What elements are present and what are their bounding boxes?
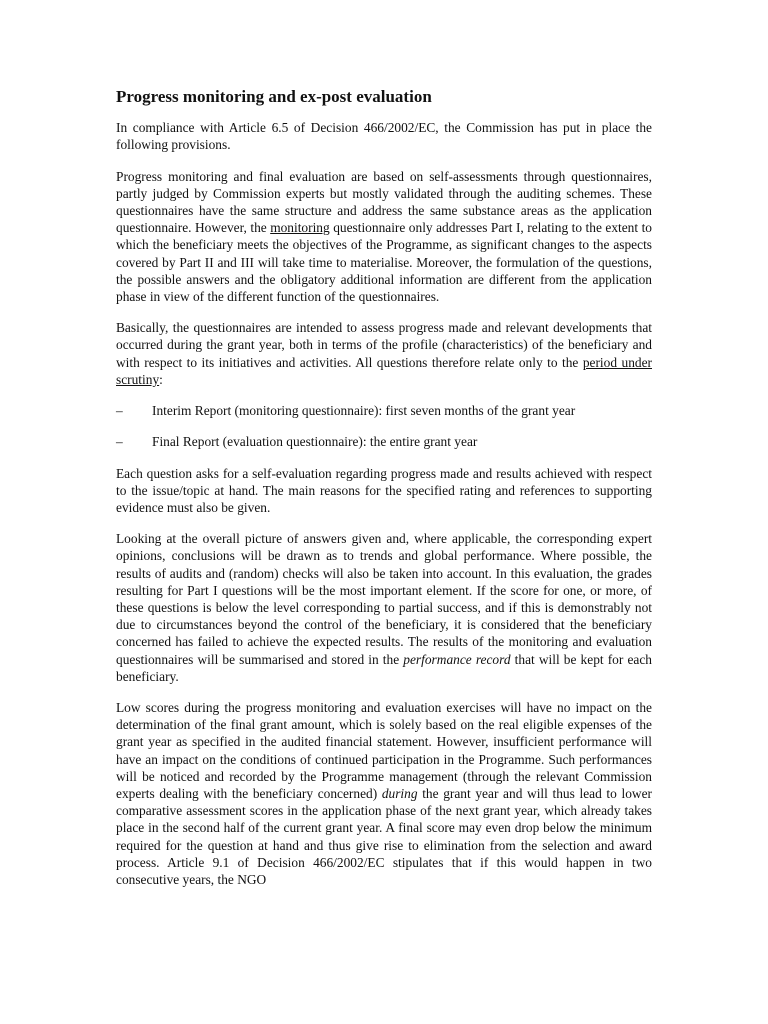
text-run: the grant year and will thus lead to lower comparative assessment scores in the application phase of the next grant year, which already takes place in the second half of the current grant year. A final score may even drop below the minimum required for the question at hand and thus give rise to elimination from the selection and award process. Article 9.1 of Decision 466/2002/EC stipulates that if this would happen in two consecutive years, the NGO [116, 785, 652, 887]
bullet-interim-report [116, 402, 652, 419]
text-run: Looking at the overall picture of answers given and, where applicable, the corresponding expert opinions, conclusions will be drawn as to trends and global performance. Where possible, the results of audits and (random) checks will also be taken into account. In this evaluation, the grades resulting for Part I questions will be the most important element. If the score for one, or more, of these questions is below the level corresponding to partial success, and if this is demonstrably not due to circumstances beyond the control of the beneficiary, it is considered that the beneficiary concerned has failed to achieve the expected results. The results of the monitoring and evaluation questionnaires will be summarised and stored in the [116, 531, 652, 667]
underlined-term-monitoring: monitoring [270, 220, 330, 236]
text-run: Low scores during the progress monitoring and evaluation exercises will have no impact on the determination of the final grant amount, which is solely based on the real eligible expenses of the grant year as specified in the audited financial statement. However, insufficient performance will have an impact on the conditions of continued participation in the Programme. Such performances will be noticed and recorded by the Programme management (through the relevant Commission experts dealing with the beneficiary concerned) [116, 699, 652, 801]
bullet-text: Final Report (evaluation questionnaire): the entire grant year [152, 434, 478, 450]
paragraph-overall-picture [116, 530, 652, 685]
paragraph-self-evaluation: Each question asks for a self-evaluation regarding progress made and results achieved with respect to the issue/topic at hand. The main reasons for the specified rating and references to supporting evidence must also be given. [116, 465, 652, 515]
bullet-dash: – [116, 403, 123, 419]
paragraph-low-scores [116, 699, 652, 888]
bullet-dash: – [116, 434, 123, 450]
text-run: : [159, 371, 163, 387]
paragraph-questionnaires [116, 168, 652, 306]
bullet-text: Interim Report (monitoring questionnaire): first seven months of the grant year [152, 403, 576, 419]
underlined-term-period: period under scrutiny [116, 354, 652, 387]
bullet-final-report [116, 433, 652, 450]
paragraph-compliance: In compliance with Article 6.5 of Decision 466/2002/EC, the Commission has put in place the following provisions. [116, 120, 652, 153]
text-run: questionnaire only addresses Part I, relating to the extent to which the beneficiary meets the objectives of the Programme, as significant changes to the aspects covered by Part II and III will take time to materialise. Moreover, the formulation of the questions, the possible answers and the obligatory additional information are different from the application phase in view of the different function of the questionnaires. [116, 220, 652, 305]
section-heading: Progress monitoring and ex-post evaluation [116, 87, 432, 106]
text-run: Basically, the questionnaires are intended to assess progress made and relevant developments that occurred during the grant year, both in terms of the profile (characteristics) of the beneficiary and with respect to its initiatives and activities. All questions therefore relate only to the [116, 320, 652, 370]
text-run: that will be kept for each beneficiary. [116, 651, 652, 684]
text-run: Progress monitoring and final evaluation are based on self-assessments through questionnaires, partly judged by Commission experts but mostly validated through the auditing schemes. These questionnaires have the same structure and address the same substance areas as the application questionnaire. However, the [116, 168, 652, 236]
italic-term-during: during [381, 785, 418, 801]
paragraph-scope [116, 319, 652, 388]
italic-term-performance-record: performance record [403, 651, 511, 667]
